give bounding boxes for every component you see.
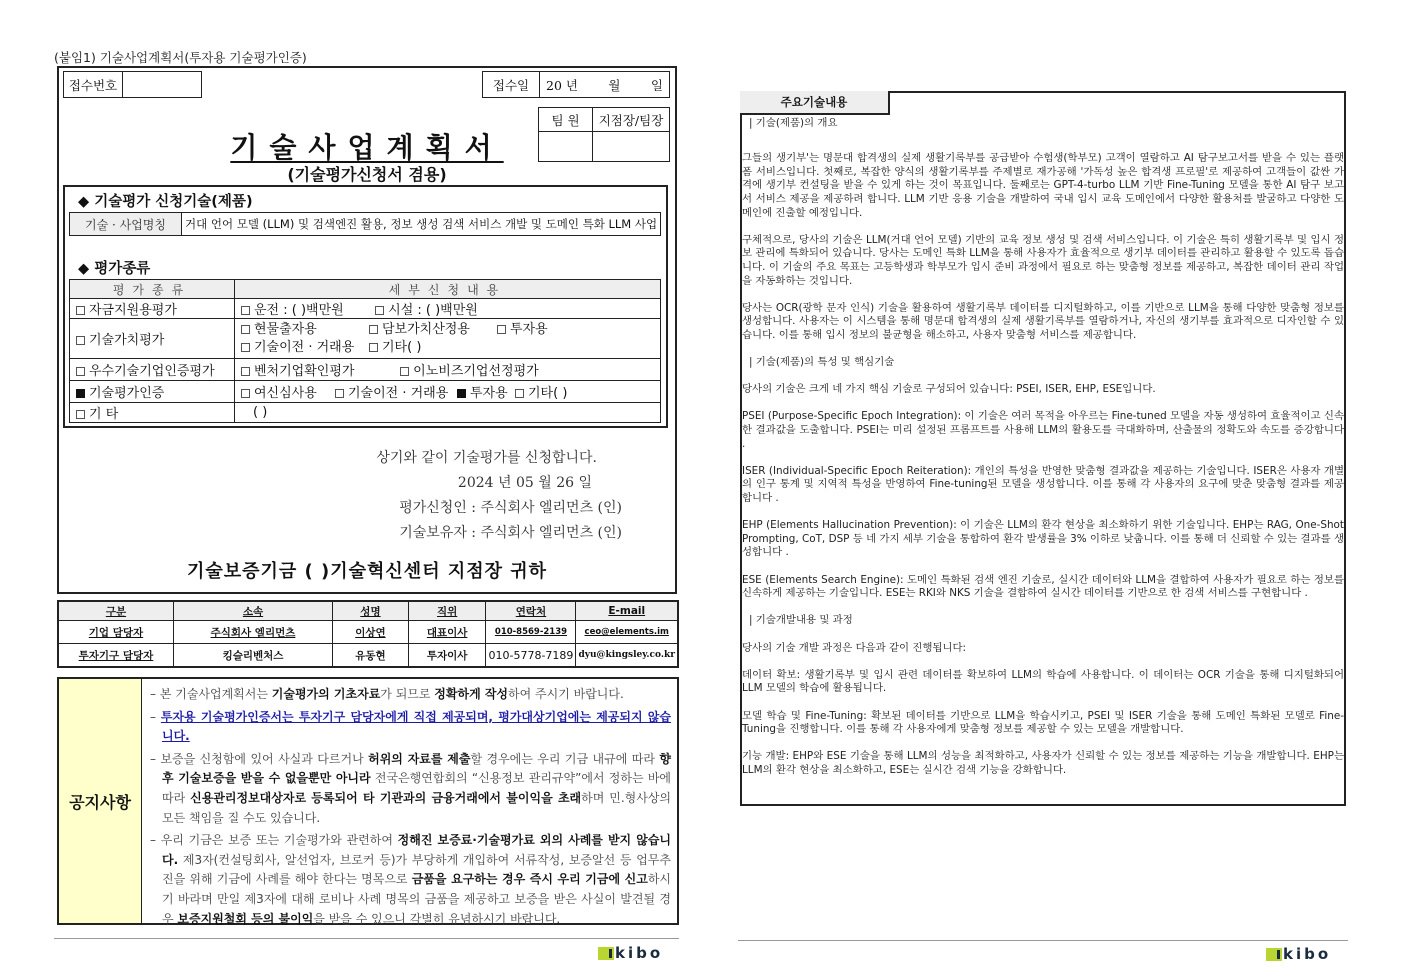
- col-header: 연락처: [486, 601, 576, 621]
- option-label: 기타( ): [528, 386, 568, 401]
- kibo-logo-mark-icon: [598, 947, 614, 960]
- declaration-applicant: 평가신청인 : 주식회사 엘리먼츠 (인): [399, 500, 622, 516]
- option-label: 현물출자용: [254, 321, 317, 337]
- checkbox-tech-value[interactable]: [76, 336, 85, 345]
- receipt-date-value[interactable]: [540, 72, 669, 97]
- checkbox-collateral[interactable]: [369, 325, 378, 334]
- paragraph: PSEI (Purpose-Specific Epoch Integration): 이 기술은 여러 목적을 아우르는 Fine-tuned 모델을 자동 생성하여 효율적이고 신속한 결과값을 도출합니다. PSEI는 미리 설정된 프롬프트를 사용해 LLM의 활용도를 극대화하며, 산출물의 정확도와 속도를 증강합니다 .: [742, 410, 1344, 450]
- annex-title: (붙임1) 기술사업계획서(투자용 기술평가인증): [54, 50, 307, 65]
- option-label: 여신심사용: [254, 386, 317, 401]
- checkbox-facility[interactable]: [375, 306, 384, 315]
- paragraph: EHP (Elements Hallucination Prevention): 이 기술은 LLM의 환각 현상을 최소화하기 위한 기술입니다. EHP는 RAG, One-Shot Prompting, CoT, DSP 등 네 가지 세부 기술을 통합하여 환각 발생률을 3% 이하로 낮춥니다. 이를 통해 더 신뢰할 수 있는 결과를 생성합니다 .: [742, 519, 1344, 559]
- checkbox-certification-checked[interactable]: [76, 389, 85, 398]
- notice-item: – 본 기술사업계획서는 기술평가의 기초자료가 되므로 정확하게 작성하여 주시기 바랍니다.: [150, 687, 624, 701]
- contact-email-link[interactable]: dyu@kingsley.co.kr: [576, 644, 678, 668]
- contact-row: [58, 644, 678, 668]
- checkbox-credit-review[interactable]: [241, 389, 250, 398]
- option-label: 기타( ): [382, 339, 422, 355]
- option-label: 기술이전 · 거래용: [348, 386, 449, 401]
- checkbox-venture[interactable]: [241, 367, 250, 376]
- footer-divider: [54, 938, 679, 939]
- col-header: 소속: [173, 601, 332, 621]
- receipt-date-month: 월: [608, 77, 621, 93]
- declaration-holder: 기술보유자 : 주식회사 엘리먼츠 (인): [399, 525, 622, 541]
- document-title: 기술사업계획서: [230, 131, 504, 164]
- other-input[interactable]: ( ): [253, 405, 268, 420]
- paragraph: 모델 학습 및 Fine-Tuning: 확보된 데이터를 기반으로 LLM을 학습시키고, PSEI 및 ISER 기술을 통해 도메인 특화된 모델로 Fine-Tuning을 진행합니다. 이를 통해 각 사용자에게 맞춤형 정보를 제공할 수 있는 모델을 개발합니다.: [742, 709, 1344, 736]
- contact-org: 주식회사 엘리먼츠: [173, 621, 332, 644]
- receipt-number-field: [63, 71, 202, 98]
- receipt-date-field: [482, 71, 670, 98]
- tech-name-row: [69, 212, 661, 236]
- checkbox-in-kind[interactable]: [241, 325, 250, 334]
- checkbox-innobiz[interactable]: [400, 367, 409, 376]
- footer-divider: [738, 940, 1348, 941]
- tech-name-label: 기술 · 사업명칭: [70, 213, 182, 235]
- checkbox-etc[interactable]: [76, 410, 85, 419]
- contact-phone: 010-5778-7189: [486, 644, 576, 668]
- paragraph: 구체적으로, 당사의 기술은 LLM(거대 언어 모델) 기반의 교육 정보 생성 및 검색 서비스입니다. 이 기술은 특히 생활기록부 및 입시 정보 관리에 특화되어 있습니다. 당사는 도메인 특화 LLM을 통해 사용자가 효율적으로 생기부 데이터를 관리하고 활용할 수 있도록 돕습니다. 이 기술의 주요 목표는 고등학생과 학부모가 입시 준비 과정에서 필요로 하는 맞춤형 정보를 제공하고, 복잡한 데이터 관리 작업을 자동화하는 것입니다.: [742, 233, 1344, 287]
- option-label: 투자용: [510, 321, 548, 337]
- option-label: 운전 : ( )백만원: [254, 303, 344, 318]
- contact-org: 킹슬리벤처스: [173, 644, 332, 668]
- paragraph: 데이터 확보: 생활기록부 및 입시 관련 데이터를 확보하여 LLM의 학습에 사용합니다. 이 데이터는 OCR 기술을 통해 디지털화되어 LLM 모델의 학습에 활용됩니다.: [742, 668, 1344, 695]
- checkbox-investment[interactable]: [497, 325, 506, 334]
- receipt-number-input[interactable]: [123, 72, 201, 97]
- receipt-date-day: 일: [650, 77, 663, 93]
- section-heading-applied-tech: ◆ 기술평가 신청기술(제품): [78, 194, 253, 210]
- checkbox-tech-transfer[interactable]: [241, 343, 250, 352]
- receipt-date-label: 접수일: [483, 72, 540, 97]
- notice-body: [142, 679, 677, 926]
- option-label: 담보가치산정용: [382, 321, 470, 337]
- notice-item: – 보증을 신청함에 있어 사실과 다르거나 허위의 자료를 제출할 경우에는 우리 기금 내규에 따라 향후 기술보증을 받을 수 없을뿐만 아니라 전국은행연합회의 “신용정보 관리규약”에서 정하는 바에 따라 신용관리정보대상자로 등록되어 타 기관과의 금융거래에서 불이익을 초래하며 민.형사상의 모든 책임을 질 수도 있습니다.: [150, 751, 672, 825]
- checkbox-tech-transfer-cert[interactable]: [335, 389, 344, 398]
- approval-team-member-label: 팀 원: [539, 108, 593, 132]
- contact-phone: 010-8569-2139: [486, 621, 576, 644]
- paragraph: 당사의 기술 개발 과정은 다음과 같이 진행됩니다:: [742, 641, 967, 654]
- notice-item: – 우리 기금은 보증 또는 기술평가와 관련하여 정해진 보증료·기술평가료 외의 사례를 받지 않습니다. 제3자(컨설팅회사, 알선업자, 브로커 등)가 부당하게 개입하여 서류작성, 보증알선 등 업무추진을 위해 기금에 사례를 해야 한다는 명목으로 금품을 요구하는 경우 즉시 우리 기금에 신고하시기 바라며 만일 제3자에 대해 로비나 사례 명목의 금품을 제공하고 보증을 받은 사실이 발견될 경우 보증지원철회 등의 불이익을 받을 수 있으니 각별히 유념하시기 바랍니다.: [150, 833, 672, 926]
- eval-type-label: 우수기술기업인증평가: [89, 364, 215, 379]
- paragraph: 당사는 OCR(광학 문자 인식) 기술을 활용하여 생활기록부 데이터를 디지털화하고, 이를 기반으로 LLM을 통해 다양한 맞춤형 정보를 생성합니다. 사용자는 이 시스템을 통해 명문대 합격생의 실제 생활기록부를 열람하거나, 자신의 생기부를 효과적으로 디자인할 수 있습니다. 이를 통해 입시 정보의 불균형을 해소하고, 사용자 맞춤형 서비스를 제공합니다.: [742, 301, 1344, 341]
- eval-row-certification: [70, 381, 661, 403]
- tech-name-value[interactable]: 거대 언어 모델 (LLM) 및 검색엔진 활용, 정보 생성 검색 서비스 개발 및 도메인 특화 LLM 사업: [185, 217, 658, 231]
- checkbox-excellent[interactable]: [76, 367, 85, 376]
- kibo-logo-mark-icon: [1266, 948, 1282, 961]
- notice-box: [57, 677, 679, 925]
- kibo-logo: kibo: [1266, 945, 1331, 963]
- contact-position: 대표이사: [408, 621, 486, 644]
- option-label: 이노비즈기업선정평가: [413, 364, 539, 379]
- contact-name: 이상연: [333, 621, 409, 644]
- contact-type: 기업 담당자: [58, 621, 173, 644]
- col-header: 성명: [333, 601, 409, 621]
- contact-table: [57, 600, 679, 668]
- eval-type-label: 기 타: [89, 407, 119, 422]
- section-heading-overview: | 기술(제품)의 개요: [749, 117, 838, 129]
- paragraph: ESE (Elements Search Engine): 도메인 특화된 검색 엔진 기술로, 실시간 데이터와 LLM을 결합하여 사용자가 필요로 하는 정보를 신속하게 제공하는 기술입니다. ESE는 RKI와 NKS 기술을 결합하여 실시간 데이터를 기반으로 한 검색 서비스를 구현합니다 .: [742, 573, 1344, 600]
- contact-row: [58, 621, 678, 644]
- eval-type-label: 기술평가인증: [89, 386, 165, 401]
- contact-email-link[interactable]: ceo@elements.im: [576, 621, 678, 644]
- paragraph: ISER (Individual-Specific Epoch Reiteration): 개인의 특성을 반영한 맞춤형 결과값을 제공하는 기술입니다. ISER은 사용자 개별의 인구 통계 및 지역적 특성을 반영하여 Fine-tuning된 모델을 생성합니다. 이를 통해 각 사용자의 요구에 맞춘 맞춤형 결과를 제공합니다 .: [742, 464, 1344, 505]
- contact-name: 유동현: [333, 644, 409, 668]
- option-label: 벤처기업확인평가: [254, 364, 355, 379]
- paragraph: 그들의 생기부'는 명문대 합격생의 실제 생활기록부를 공급받아 수험생(학부모) 고객이 열람하고 AI 탐구보고서를 받을 수 있는 플랫폼 서비스입니다. 첫째로, 복잡한 양식의 생활기록부를 주제별로 재가공해 '가독성 높은 합격생 프로필'로 제공하여 고객들이 값싼 가격에 생기부 컨설팅을 받을 수 있게 하는 것이 목표입니다. 둘째로는 GPT-4-turbo LLM 기반 Fine-Tuning 모델을 통한 AI 탐구 보고서 서비스 제공을 제공하려 합니다. LLM 기반 응용 기술을 개발하여 국내 입시 교육 도메인에서 다양한 활용처를 발굴하고 다양한 도메인에 진출할 예정입니다.: [742, 152, 1344, 219]
- tech-content-tab-label: 주요기술내용: [740, 91, 890, 115]
- option-label: 투자용: [470, 386, 508, 401]
- option-label: 기술이전 · 거래용: [254, 339, 355, 355]
- document-subtitle: (기술평가신청서 겸용): [287, 165, 447, 184]
- contact-header-row: [58, 601, 678, 621]
- tech-content-body: [742, 117, 1344, 778]
- section-heading-eval-type: ◆ 평가종류: [78, 261, 151, 277]
- checkbox-other[interactable]: [369, 343, 378, 352]
- contact-position: 투자이사: [408, 644, 486, 668]
- eval-row-fund: [70, 299, 661, 319]
- paragraph: 당사의 기술은 크게 네 가지 핵심 기술로 구성되어 있습니다: PSEI, ISER, EHP, ESE입니다.: [742, 383, 1156, 396]
- notice-label: 공지사항: [59, 679, 142, 923]
- declaration-text: 상기와 같이 기술평가를 신청합니다.: [376, 450, 597, 466]
- receipt-number-label: 접수번호: [64, 72, 123, 97]
- checkbox-fund[interactable]: [76, 306, 85, 315]
- checkbox-investment-cert-checked[interactable]: [457, 389, 466, 398]
- col-header-eval-type: 평가종류: [70, 280, 235, 299]
- checkbox-other-cert[interactable]: [515, 389, 524, 398]
- col-header: 구분: [58, 601, 173, 621]
- receipt-date-year: 20 년: [546, 77, 578, 93]
- contact-type: 투자기구 담당자: [58, 644, 173, 668]
- kibo-logo: kibo: [598, 944, 663, 962]
- addressee: 기술보증기금 ( )기술혁신센터 지점장 귀하: [186, 561, 548, 582]
- approval-manager-label: 지점장/팀장: [593, 108, 669, 132]
- section-heading-features: | 기술(제품)의 특성 및 핵심기술: [749, 356, 895, 369]
- eval-type-label: 자금지원용평가: [89, 303, 177, 318]
- eval-row-tech-value: [70, 319, 661, 359]
- col-header: 직위: [408, 601, 486, 621]
- section-heading-development: | 기술개발내용 및 과정: [749, 614, 853, 627]
- checkbox-operating[interactable]: [241, 306, 250, 315]
- notice-item-link[interactable]: – 투자용 기술평가인증서는 투자기구 담당자에게 직접 제공되며, 평가대상기업에는 제공되지 않습니다.: [150, 709, 671, 744]
- option-label: 시설 : ( )백만원: [388, 303, 478, 318]
- col-header: E-mail: [576, 601, 678, 621]
- eval-type-label: 기술가치평가: [89, 333, 165, 348]
- paragraph: 기능 개발: EHP와 ESE 기술을 통해 LLM의 성능을 최적화하고, 사용자가 신뢰할 수 있는 정보를 제공하는 기능을 개발합니다. EHP는 LLM의 환각 현상을 최소화하고, ESE는 실시간 검색 기능을 강화합니다.: [742, 750, 1344, 776]
- eval-row-other: [70, 403, 661, 423]
- evaluation-type-table: [69, 279, 661, 423]
- eval-row-excellent: [70, 359, 661, 381]
- col-header-details: 세부신청내용: [235, 280, 661, 299]
- declaration-date: 2024 년 05 월 26 일: [457, 475, 592, 491]
